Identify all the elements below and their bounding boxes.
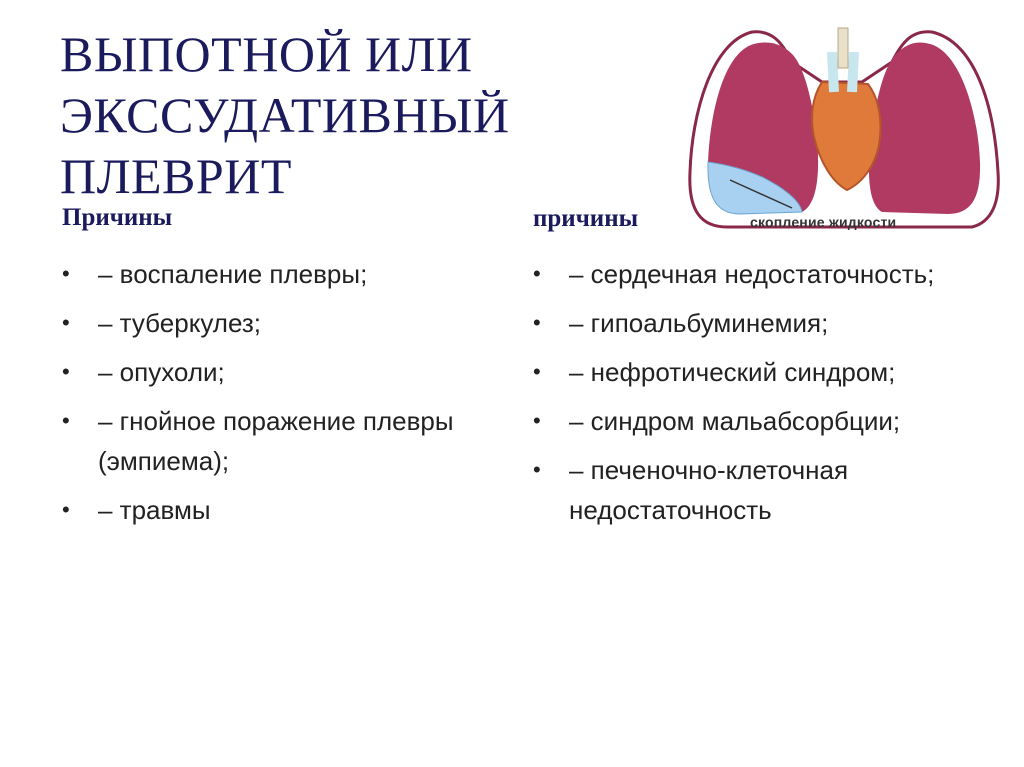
bullet-icon: • [533, 359, 541, 384]
list-item-text: – опухоли; [98, 357, 225, 387]
list-item-text: – травмы [98, 495, 211, 525]
left-column-heading: Причины [62, 204, 173, 231]
bullet-icon: • [62, 310, 70, 335]
list-item-text: – сердечная недостаточность; [569, 259, 935, 289]
list-item-text: – воспаление плевры; [98, 259, 368, 289]
list-item-text: – туберкулез; [98, 308, 261, 338]
illustration-caption: скопление жидкости [750, 214, 897, 230]
list-item [62, 352, 462, 392]
left-causes-list [62, 254, 462, 539]
bullet-icon: • [62, 261, 70, 286]
bullet-icon: • [62, 359, 70, 384]
right-column-heading: причины [533, 205, 639, 232]
list-item [62, 401, 462, 481]
right-causes-list [533, 254, 1013, 539]
list-item-text: – нефротический синдром; [569, 357, 896, 387]
lungs-heart-illustration-icon [682, 22, 1002, 242]
list-item-text: – печеночно-клеточная недостаточность [569, 455, 849, 525]
list-item-text: – синдром мальабсорбции; [569, 406, 901, 436]
list-item [533, 254, 1013, 294]
list-item [533, 352, 1013, 392]
list-item-text: – гнойное поражение плевры (эмпиема); [98, 406, 454, 476]
list-item [533, 450, 1013, 530]
slide-title: ВЫПОТНОЙ ИЛИ ЭКССУДАТИВНЫЙ ПЛЕВРИТ [60, 26, 510, 204]
list-item [62, 303, 462, 343]
bullet-icon: • [62, 497, 70, 522]
list-item [62, 254, 462, 294]
bullet-icon: • [62, 408, 70, 433]
bullet-icon: • [533, 261, 541, 286]
list-item-text: – гипоальбуминемия; [569, 308, 829, 338]
bullet-icon: • [533, 310, 541, 335]
bullet-icon: • [533, 408, 541, 433]
list-item [533, 401, 1013, 441]
list-item [533, 303, 1013, 343]
bullet-icon: • [533, 457, 541, 482]
list-item [62, 490, 462, 530]
